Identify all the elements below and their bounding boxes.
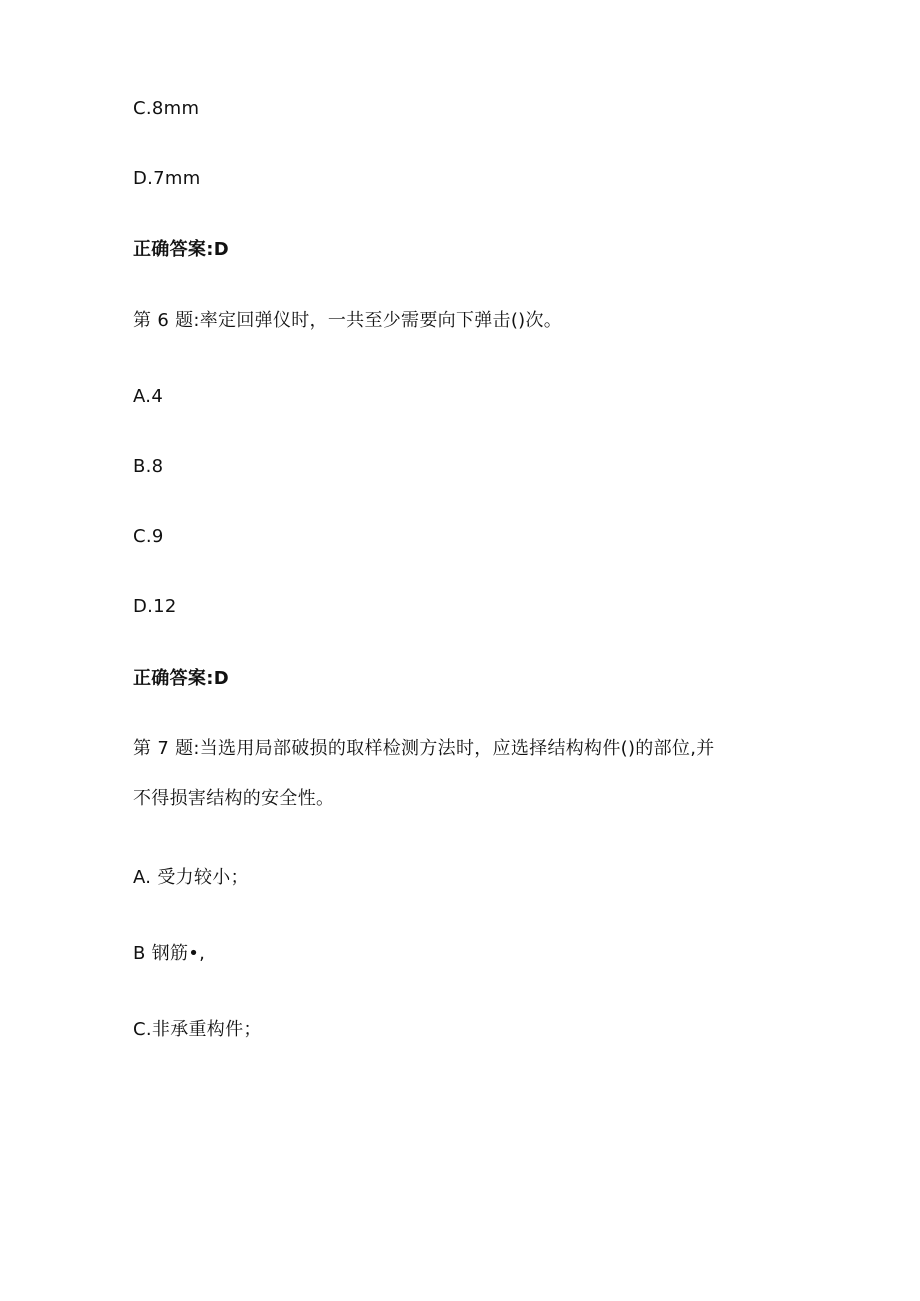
q5-option-c: C.8mm <box>133 98 200 119</box>
q5-correct-answer: 正确答案:D <box>133 239 229 260</box>
q7-option-c: C.非承重构件； <box>133 1019 262 1040</box>
q6-option-a: A.4 <box>133 386 164 407</box>
q6-question-text: 第 6 题:率定回弹仪时，一共至少需要向下弹击()次。 <box>133 310 563 331</box>
q5-option-d: D.7mm <box>133 168 201 189</box>
q6-option-d: D.12 <box>133 596 177 617</box>
q7-option-b: B 钢筋•, <box>133 943 206 964</box>
q6-option-b: B.8 <box>133 456 164 477</box>
q7-question-text-line2: 不得损害结构的安全性。 <box>133 788 335 809</box>
q7-option-a: A. 受力较小； <box>133 867 249 888</box>
q7-question-text-line1: 第 7 题:当选用局部破损的取样检测方法时，应选择结构构件()的部位,并 <box>133 738 715 759</box>
q6-correct-answer: 正确答案:D <box>133 668 229 689</box>
q6-option-c: C.9 <box>133 526 164 547</box>
